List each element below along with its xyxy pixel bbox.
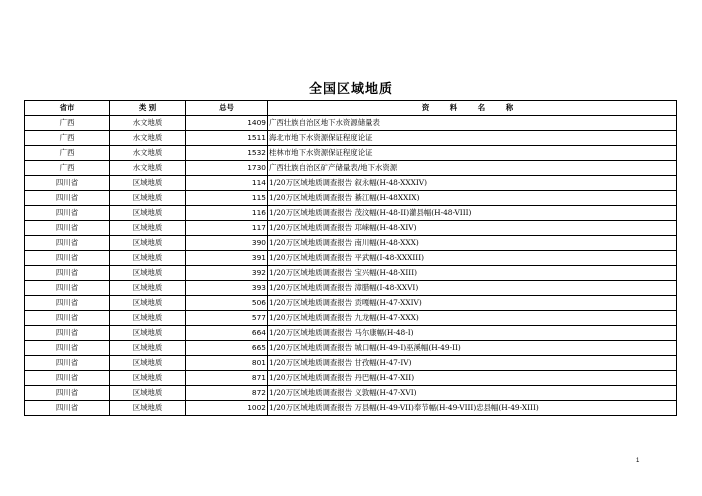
cell-number: 665 bbox=[186, 341, 268, 356]
cell-category: 区域地质 bbox=[110, 356, 186, 371]
table-row bbox=[25, 116, 677, 131]
table-row bbox=[25, 236, 677, 251]
cell-province: 四川省 bbox=[25, 266, 110, 281]
cell-category: 区域地质 bbox=[110, 281, 186, 296]
table-row bbox=[25, 206, 677, 221]
cell-category: 区域地质 bbox=[110, 236, 186, 251]
header-province: 省市 bbox=[25, 101, 110, 116]
cell-province: 广西 bbox=[25, 131, 110, 146]
cell-province: 广西 bbox=[25, 146, 110, 161]
cell-category: 区域地质 bbox=[110, 401, 186, 416]
cell-province: 四川省 bbox=[25, 356, 110, 371]
cell-province: 四川省 bbox=[25, 281, 110, 296]
data-table bbox=[24, 100, 677, 416]
page-title: 全国区域地质 bbox=[308, 82, 393, 97]
cell-number: 577 bbox=[186, 311, 268, 326]
cell-number: 664 bbox=[186, 326, 268, 341]
cell-number: 114 bbox=[186, 176, 268, 191]
cell-category: 区域地质 bbox=[110, 206, 186, 221]
cell-number: 801 bbox=[186, 356, 268, 371]
cell-title: 1/20万区域地质调查报告 贡嘎幅(H-47-XXIV) bbox=[268, 296, 677, 311]
cell-number: 1730 bbox=[186, 161, 268, 176]
cell-title: 1/20万区域地质调查报告 马尔康幅(H-48-I) bbox=[268, 326, 677, 341]
cell-title: 1/20万区域地质调查报告 邛崃幅(H-48-XIV) bbox=[268, 221, 677, 236]
cell-province: 四川省 bbox=[25, 371, 110, 386]
cell-province: 四川省 bbox=[25, 221, 110, 236]
table-body bbox=[25, 116, 677, 416]
cell-title: 1/20万区域地质调查报告 南川幅(H-48-XXX) bbox=[268, 236, 677, 251]
cell-title: 1/20万区域地质调查报告 叙永幅(H-48-XXXIV) bbox=[268, 176, 677, 191]
cell-province: 四川省 bbox=[25, 206, 110, 221]
cell-title: 广西壮族自治区地下水资源储量表 bbox=[268, 116, 677, 131]
cell-category: 水文地质 bbox=[110, 146, 186, 161]
cell-category: 区域地质 bbox=[110, 266, 186, 281]
cell-number: 390 bbox=[186, 236, 268, 251]
cell-title: 1/20万区域地质调查报告 城口幅(H-49-I)巫溪幅(H-49-II) bbox=[268, 341, 677, 356]
table-row bbox=[25, 266, 677, 281]
cell-title: 1/20万区域地质调查报告 平武幅(I-48-XXXIII) bbox=[268, 251, 677, 266]
cell-number: 1511 bbox=[186, 131, 268, 146]
table-row bbox=[25, 131, 677, 146]
cell-title: 1/20万区域地质调查报告 义敦幅(H-47-XVI) bbox=[268, 386, 677, 401]
cell-title: 1/20万区域地质调查报告 漳腊幅(I-48-XXVI) bbox=[268, 281, 677, 296]
cell-number: 872 bbox=[186, 386, 268, 401]
cell-number: 1409 bbox=[186, 116, 268, 131]
table-row bbox=[25, 356, 677, 371]
cell-number: 392 bbox=[186, 266, 268, 281]
table-row bbox=[25, 176, 677, 191]
table-row bbox=[25, 401, 677, 416]
cell-category: 区域地质 bbox=[110, 296, 186, 311]
header-number: 总号 bbox=[186, 101, 268, 116]
cell-number: 115 bbox=[186, 191, 268, 206]
table-row bbox=[25, 251, 677, 266]
table-row bbox=[25, 281, 677, 296]
cell-province: 四川省 bbox=[25, 326, 110, 341]
table-row bbox=[25, 146, 677, 161]
cell-category: 区域地质 bbox=[110, 386, 186, 401]
cell-number: 117 bbox=[186, 221, 268, 236]
table-row bbox=[25, 371, 677, 386]
cell-province: 四川省 bbox=[25, 341, 110, 356]
cell-title: 桂林市地下水资源保证程度论证 bbox=[268, 146, 677, 161]
cell-province: 四川省 bbox=[25, 386, 110, 401]
cell-category: 水文地质 bbox=[110, 116, 186, 131]
cell-category: 区域地质 bbox=[110, 191, 186, 206]
cell-number: 116 bbox=[186, 206, 268, 221]
cell-province: 广西 bbox=[25, 116, 110, 131]
header-category: 类 别 bbox=[110, 101, 186, 116]
cell-province: 四川省 bbox=[25, 251, 110, 266]
cell-category: 区域地质 bbox=[110, 341, 186, 356]
cell-number: 1002 bbox=[186, 401, 268, 416]
cell-province: 四川省 bbox=[25, 311, 110, 326]
cell-category: 区域地质 bbox=[110, 311, 186, 326]
cell-category: 水文地质 bbox=[110, 161, 186, 176]
table-row bbox=[25, 296, 677, 311]
cell-category: 区域地质 bbox=[110, 221, 186, 236]
cell-title: 海北市地下水资源保证程度论证 bbox=[268, 131, 677, 146]
table-row bbox=[25, 386, 677, 401]
cell-number: 871 bbox=[186, 371, 268, 386]
table-row bbox=[25, 326, 677, 341]
cell-title: 1/20万区域地质调查报告 甘孜幅(H-47-IV) bbox=[268, 356, 677, 371]
cell-title: 1/20万区域地质调查报告 万县幅(H-49-VII)奉节幅(H-49-VIII)忠县幅(H-49-XIII) bbox=[268, 401, 677, 416]
cell-title: 1/20万区域地质调查报告 綦江幅(H-48XXIX) bbox=[268, 191, 677, 206]
page-number: 1 bbox=[636, 458, 640, 464]
cell-title: 1/20万区域地质调查报告 丹巴幅(H-47-XII) bbox=[268, 371, 677, 386]
table-row bbox=[25, 341, 677, 356]
cell-province: 四川省 bbox=[25, 401, 110, 416]
cell-category: 区域地质 bbox=[110, 326, 186, 341]
cell-title: 1/20万区域地质调查报告 宝兴幅(H-48-XIII) bbox=[268, 266, 677, 281]
table-row bbox=[25, 311, 677, 326]
table-row bbox=[25, 191, 677, 206]
cell-number: 393 bbox=[186, 281, 268, 296]
cell-number: 1532 bbox=[186, 146, 268, 161]
cell-number: 391 bbox=[186, 251, 268, 266]
table-header-row bbox=[25, 101, 677, 116]
cell-number: 506 bbox=[186, 296, 268, 311]
cell-province: 四川省 bbox=[25, 296, 110, 311]
cell-title: 广西壮族自治区矿产储量表/地下水资源 bbox=[268, 161, 677, 176]
cell-province: 广西 bbox=[25, 161, 110, 176]
cell-province: 四川省 bbox=[25, 236, 110, 251]
cell-province: 四川省 bbox=[25, 191, 110, 206]
cell-category: 水文地质 bbox=[110, 131, 186, 146]
header-name: 资 料 名 称 bbox=[268, 101, 677, 116]
table-row bbox=[25, 161, 677, 176]
table-row bbox=[25, 221, 677, 236]
cell-province: 四川省 bbox=[25, 176, 110, 191]
cell-title: 1/20万区域地质调查报告 九龙幅(H-47-XXX) bbox=[268, 311, 677, 326]
cell-title: 1/20万区域地质调查报告 茂汶幅(H-48-II)灌县幅(H-48-VIII) bbox=[268, 206, 677, 221]
cell-category: 区域地质 bbox=[110, 371, 186, 386]
cell-category: 区域地质 bbox=[110, 176, 186, 191]
cell-category: 区域地质 bbox=[110, 251, 186, 266]
